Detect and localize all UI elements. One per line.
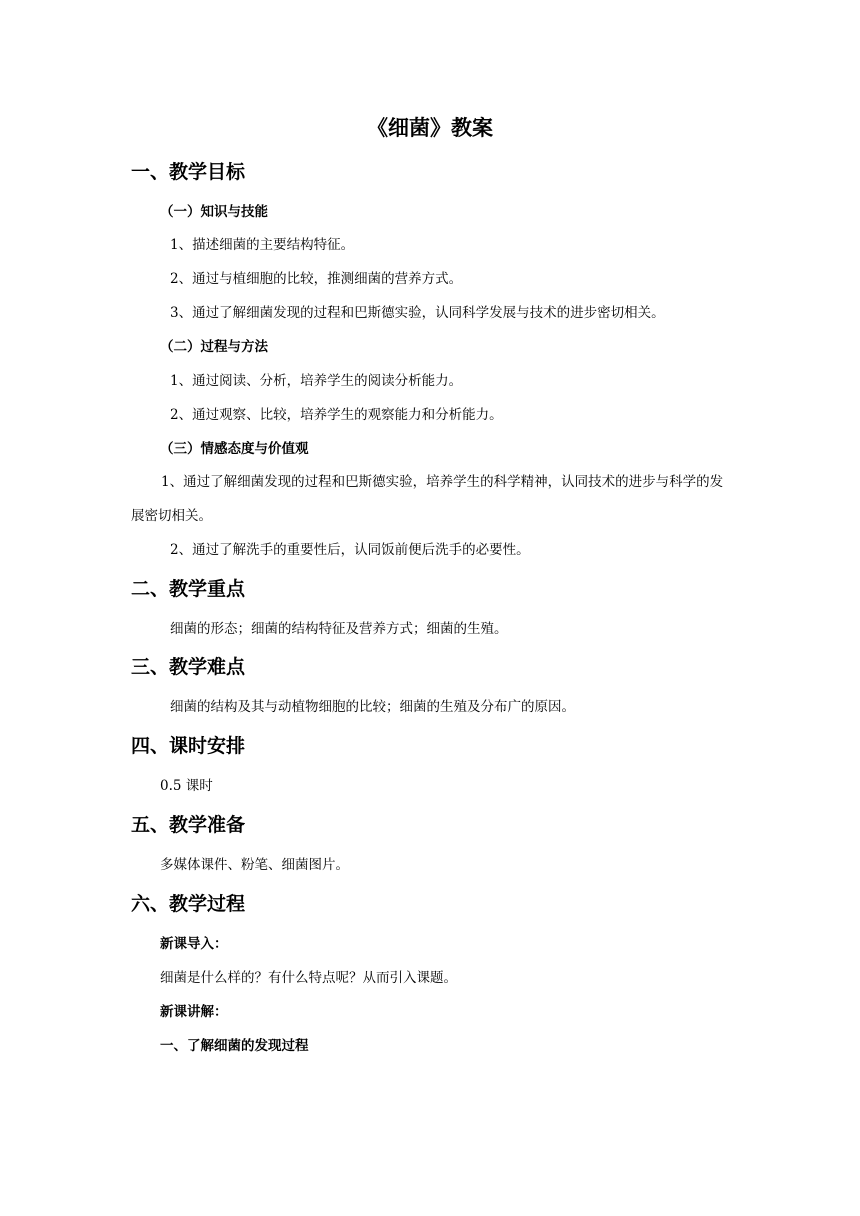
section-heading-preparation: 五、教学准备 [131,814,246,836]
section-heading-difficulties: 三、教学难点 [131,656,246,678]
subsection-heading-process: （二）过程与方法 [160,339,268,355]
list-item: 3、通过了解细菌发现的过程和巴斯德实验，认同科学发展与技术的进步密切相关。 [170,305,665,321]
list-item: 2、通过观察、比较，培养学生的观察能力和分析能力。 [170,407,503,423]
subsection-heading-knowledge: （一）知识与技能 [160,204,268,220]
intro-text: 细菌是什么样的？有什么特点呢？从而引入课题。 [160,970,457,986]
list-item: 1、描述细菌的主要结构特征。 [170,237,355,253]
part1-heading: 一、了解细菌的发现过程 [160,1038,309,1054]
intro-heading: 新课导入： [160,936,228,952]
section-text-schedule: 0.5 课时 [160,778,213,794]
subsection-heading-attitude: （三）情感态度与价值观 [160,441,309,457]
list-item: 2、通过了解洗手的重要性后，认同饭前便后洗手的必要性。 [170,542,530,558]
document-title: 《细菌》教案 [367,116,493,140]
section-heading-schedule: 四、课时安排 [131,735,246,757]
section-heading-teaching-process: 六、教学过程 [131,893,246,915]
section-text-preparation: 多媒体课件、粉笔、细菌图片。 [160,857,349,873]
list-item: 1、通过阅读、分析，培养学生的阅读分析能力。 [170,373,463,389]
section-heading-key-points: 二、教学重点 [131,578,246,600]
lecture-heading: 新课讲解： [160,1004,228,1020]
section-text-key-points: 细菌的形态；细菌的结构特征及营养方式；细菌的生殖。 [170,621,508,637]
section-heading-objectives: 一、教学目标 [131,161,246,183]
list-item: 1、通过了解细菌发现的过程和巴斯德实验，培养学生的科学精神，认同技术的进步与科学的发展密切相关。 [131,474,724,524]
section-text-difficulties: 细菌的结构及其与动植物细胞的比较；细菌的生殖及分布广的原因。 [170,699,575,715]
list-item: 2、通过与植细胞的比较，推测细菌的营养方式。 [170,271,463,287]
